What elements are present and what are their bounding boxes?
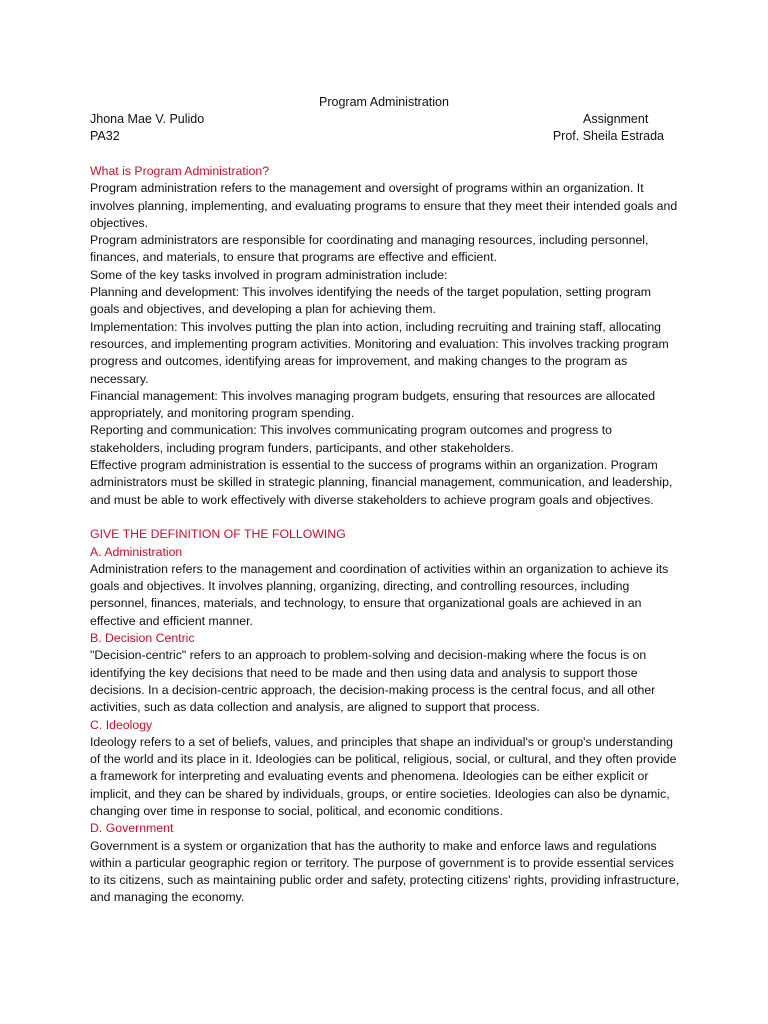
- author-block: [90, 111, 204, 146]
- paragraph: Planning and development: This involves identifying the needs of the target population, setting program goals and objectives, and developing a plan for achieving them.: [90, 285, 652, 317]
- paragraph: Some of the key tasks involved in program administration include:: [90, 267, 448, 282]
- professor-name: Prof. Sheila Estrada: [552, 129, 664, 143]
- document-title: Program Administration: [319, 95, 449, 109]
- paragraph: Program administration refers to the management and oversight of programs within an organization. It involves planning, implementing, and evaluating programs to ensure that they meet their intended goals and objectives.: [90, 181, 678, 230]
- definition-term: C. Ideology: [90, 717, 153, 732]
- spacer: [90, 509, 680, 526]
- doc-type-label: Assignment: [583, 112, 649, 126]
- definition-text: Government is a system or organization that has the authority to make and enforce laws and regulations within a particular geographic region or territory. The purpose of government is to provide essential services to its citizens, such as maintaining public order and safety, protecting citizens' rights, providing infrastructure, and managing the economy.: [90, 838, 680, 905]
- section-code: PA32: [90, 129, 120, 144]
- author-name: Jhona Mae V. Pulido: [90, 112, 205, 126]
- definition-text: Administration refers to the management and coordination of activities within an organization to achieve its goals and objectives. It involves planning, organizing, directing, and controlling resources, including personnel, finances, materials, and technology, to ensure that organizational goals are achieved in an effective and efficient manner.: [90, 561, 669, 628]
- document-body: [90, 163, 680, 907]
- definition-term: D. Government: [90, 821, 174, 836]
- definition-term: B. Decision Centric: [90, 631, 195, 646]
- question-heading: What is Program Administration?: [90, 164, 270, 178]
- definition-term: A. Administration: [90, 544, 183, 559]
- paragraph: Effective program administration is essential to the success of programs within an organization. Program administrators must be skilled in strategic planning, financial management, communication, and leadership, and must be able to work effectively with diverse stakeholders to achieve program goals and objectives.: [90, 458, 673, 507]
- definition-text: "Decision-centric" refers to an approach to problem-solving and decision-making where the focus is on identifying the key decisions that need to be made and then using data and analysis to support those decisions. In a decision-centric approach, the decision-making process is the central focus, and all other activities, such as data collection and analysis, are aligned to support that process.: [90, 648, 656, 715]
- paragraph: Reporting and communication: This involves communicating program outcomes and progress to stakeholders, including program funders, participants, and other stakeholders.: [90, 423, 612, 455]
- paragraph: Implementation: This involves putting the plan into action, including recruiting and training staff, allocating resources, and implementing program activities. Monitoring and evaluation: This involves tracking program progress and outcomes, identifying areas for improvement, and making changes to the program as necessary.: [90, 319, 669, 386]
- definition-text: Ideology refers to a set of beliefs, values, and principles that shape an individual's or group's understanding of the world and its place in it. Ideologies can be political, religious, social, or cultural, and they often provide a framework for interpreting and evaluating events and phenomena. Ideologies can be either explicit or implicit, and they can be shared by individuals, groups, or entire societies. Ideologies can also be dynamic, changing over time in response to social, political, and economic conditions.: [90, 734, 677, 818]
- paragraph: Program administrators are responsible for coordinating and managing resources, including personnel, finances, and materials, to ensure that programs are effective and efficient.: [90, 233, 649, 265]
- paragraph: Financial management: This involves managing program budgets, ensuring that resources are allocated appropriately, and monitoring program spending.: [90, 388, 656, 421]
- definitions-heading: GIVE THE DEFINITION OF THE FOLLOWING: [90, 527, 346, 542]
